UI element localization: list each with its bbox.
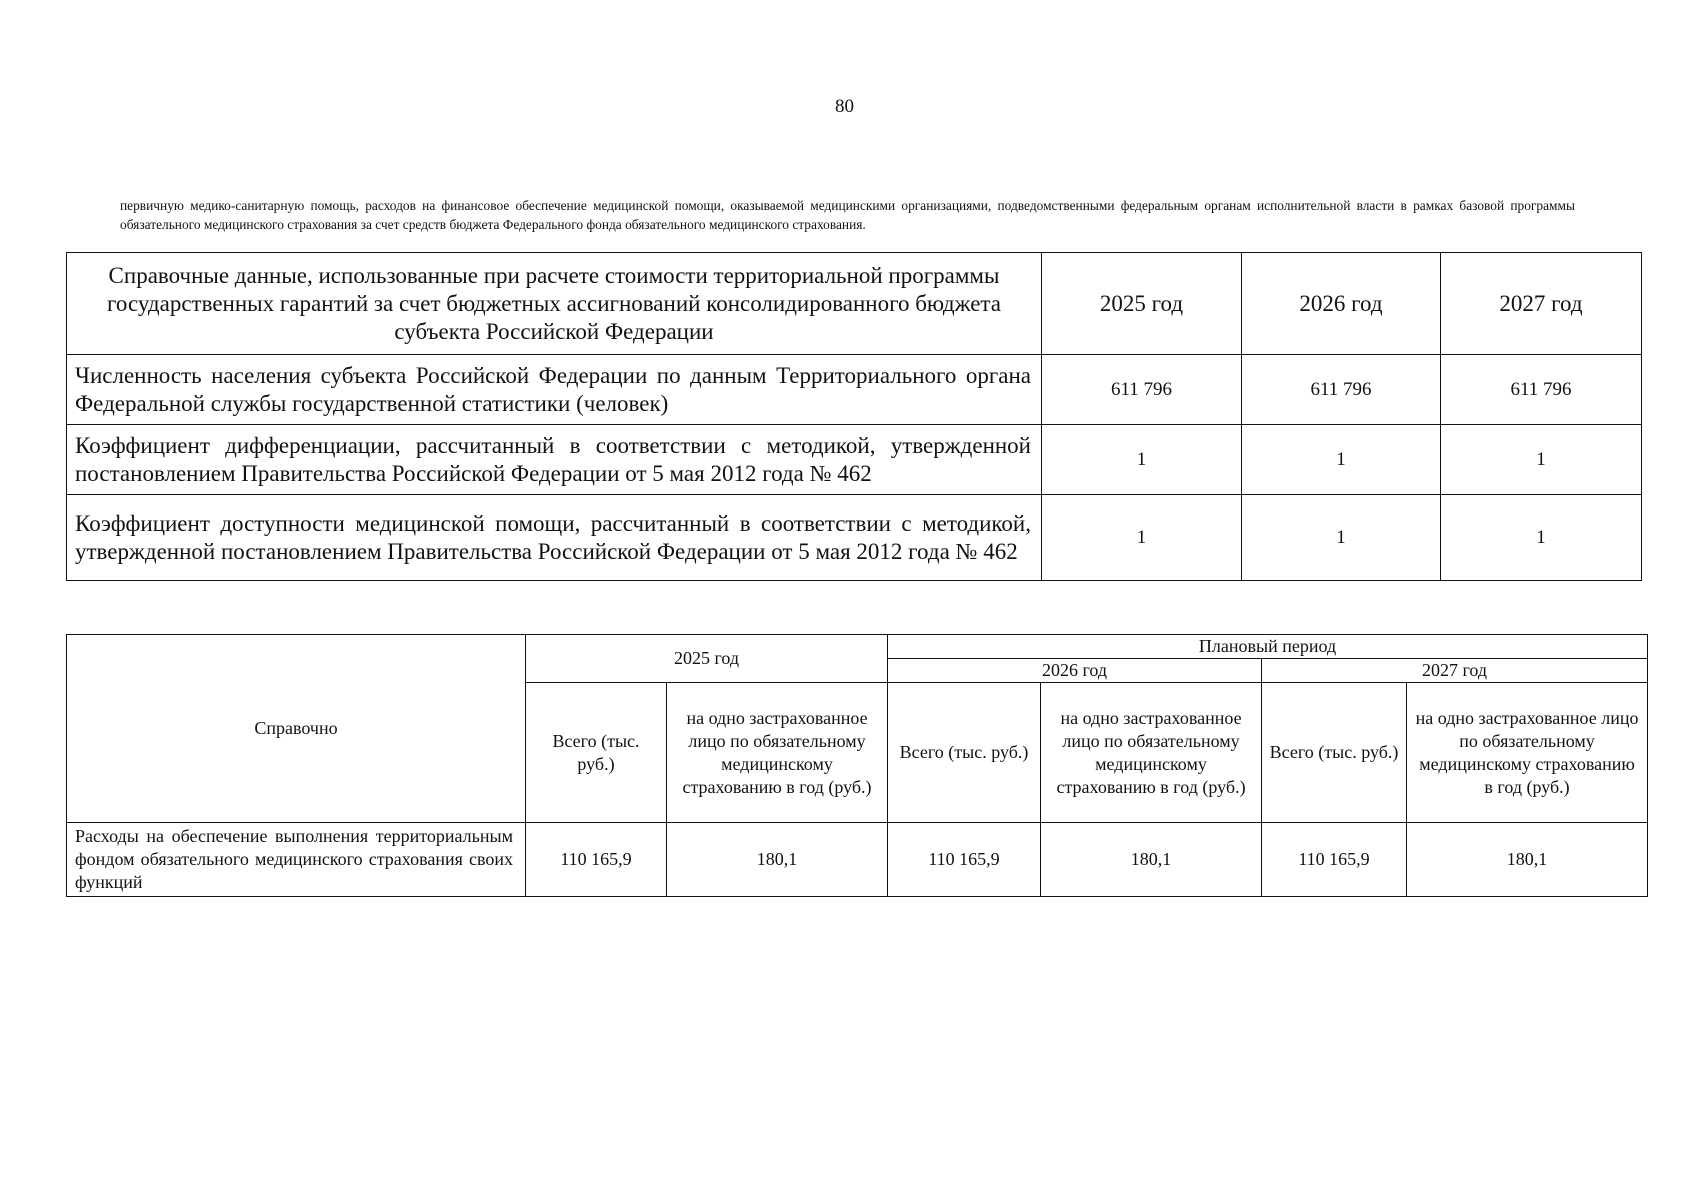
table-row (67, 823, 1648, 897)
value-cell: 611 796 (1441, 355, 1642, 425)
value-cell: 611 796 (1242, 355, 1441, 425)
value-cell: 180,1 (1407, 823, 1648, 897)
row-label-differentiation-coefficient: Коэффициент дифференциации, рассчитанный в соответствии с методикой, утвержденной постановлением Правительства Российской Федерации от 5 мая 2012 года № 462 (67, 425, 1042, 495)
per-person-column-header: на одно застрахованное лицо по обязательному медицинскому страхованию в год (руб.) (1041, 683, 1262, 823)
year-header-2026: 2026 год (888, 659, 1262, 683)
expenses-row-label: Расходы на обеспечение выполнения территориальным фондом обязательного медицинского страхования своих функций (67, 823, 526, 897)
table-row (67, 495, 1642, 581)
expenses-table (66, 634, 1648, 897)
total-column-header: Всего (тыс. руб.) (888, 683, 1041, 823)
row-label-accessibility-coefficient: Коэффициент доступности медицинской помощи, рассчитанный в соответствии с методикой, утвержденной постановлением Правительства Российской Федерации от 5 мая 2012 года № 462 (67, 495, 1042, 581)
reference-label-cell: Справочно (67, 635, 526, 823)
table-row (67, 355, 1642, 425)
header-row-years (67, 635, 1648, 659)
total-column-header: Всего (тыс. руб.) (1262, 683, 1407, 823)
value-cell: 1 (1042, 495, 1242, 581)
value-cell: 180,1 (667, 823, 888, 897)
total-column-header: Всего (тыс. руб.) (526, 683, 667, 823)
year-header-2025: 2025 год (526, 635, 888, 683)
value-cell: 1 (1242, 495, 1441, 581)
per-person-column-header: на одно застрахованное лицо по обязательному медицинскому страхованию в год (руб.) (1407, 683, 1648, 823)
value-cell: 110 165,9 (1262, 823, 1407, 897)
table-header-row (67, 253, 1642, 355)
page-number: 80 (835, 96, 854, 117)
table-row (67, 425, 1642, 495)
year-header-2025: 2025 год (1042, 253, 1242, 355)
value-cell: 1 (1441, 425, 1642, 495)
value-cell: 1 (1042, 425, 1242, 495)
year-header-2026: 2026 год (1242, 253, 1441, 355)
reference-data-table (66, 252, 1642, 581)
year-header-2027: 2027 год (1441, 253, 1642, 355)
planned-period-header: Плановый период (888, 635, 1648, 659)
row-label-population: Численность населения субъекта Российской Федерации по данным Территориального органа Федеральной службы государственной статистики (человек) (67, 355, 1042, 425)
table-header-description: Справочные данные, использованные при расчете стоимости территориальной программы государственных гарантий за счет бюджетных ассигнований консолидированного бюджета субъекта Российской Федерации (67, 253, 1042, 355)
value-cell: 611 796 (1042, 355, 1242, 425)
value-cell: 110 165,9 (888, 823, 1041, 897)
value-cell: 110 165,9 (526, 823, 667, 897)
per-person-column-header: на одно застрахованное лицо по обязательному медицинскому страхованию в год (руб.) (667, 683, 888, 823)
value-cell: 180,1 (1041, 823, 1262, 897)
year-header-2027: 2027 год (1262, 659, 1648, 683)
value-cell: 1 (1242, 425, 1441, 495)
value-cell: 1 (1441, 495, 1642, 581)
intro-paragraph: первичную медико-санитарную помощь, расходов на финансовое обеспечение медицинской помощи, оказываемой медицинскими организациями, подведомственными федеральным органам исполнительной власти в рамках базовой программы обязательного медицинского страхования за счет средств бюджета Федерального фонда обязательного медицинского страхования. (120, 198, 1575, 232)
